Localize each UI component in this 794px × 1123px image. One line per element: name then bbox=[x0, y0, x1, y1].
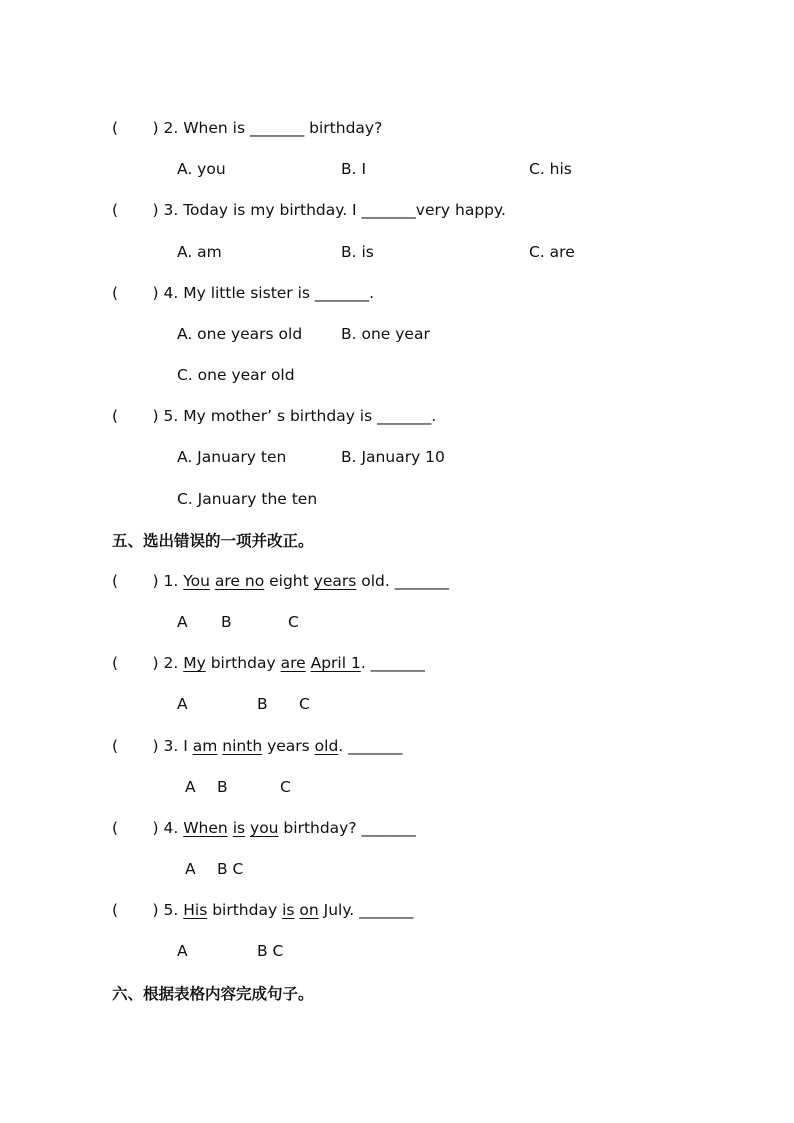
underlined-part-b: ninth bbox=[222, 737, 263, 755]
question-5-option-c: C. January the ten bbox=[177, 490, 318, 508]
text-segment: . _______ bbox=[338, 737, 403, 755]
text-segment: birthday bbox=[207, 901, 283, 919]
question-3-option-b: B. is bbox=[341, 243, 374, 261]
question-4-option-a: A. one years old bbox=[177, 325, 303, 343]
question-3-stem: ( ) 3. Today is my birthday. I _______very happy. bbox=[112, 201, 506, 219]
underlined-part-a: My bbox=[183, 654, 206, 672]
letter-b-c: B C bbox=[257, 942, 284, 960]
section-5-heading: 五、选出错误的一项并改正。 bbox=[112, 532, 314, 550]
letter-b-c: B C bbox=[217, 860, 244, 878]
underlined-part-a: You bbox=[183, 572, 210, 590]
text-segment: old. _______ bbox=[356, 572, 449, 590]
letter-a: A bbox=[177, 695, 188, 713]
underlined-part-a: am bbox=[192, 737, 218, 755]
underlined-part-c: April 1 bbox=[310, 654, 361, 672]
question-5-option-a: A. January ten bbox=[177, 448, 287, 466]
question-3-option-a: A. am bbox=[177, 243, 222, 261]
letter-c: C bbox=[299, 695, 310, 713]
underlined-part-c: you bbox=[250, 819, 279, 837]
text-segment: July. _______ bbox=[318, 901, 414, 919]
question-2-option-b: B. I bbox=[341, 160, 367, 178]
question-4-option-c: C. one year old bbox=[177, 366, 295, 384]
text-segment: birthday bbox=[205, 654, 281, 672]
error-question-2 bbox=[112, 653, 425, 673]
question-2-option-c: C. his bbox=[529, 160, 572, 178]
underlined-part-a: When bbox=[183, 819, 228, 837]
letter-a: A bbox=[177, 613, 188, 631]
letter-a: A bbox=[185, 860, 196, 878]
section-6-heading: 六、根据表格内容完成句子。 bbox=[112, 985, 314, 1003]
text-segment: . _______ bbox=[360, 654, 425, 672]
underlined-part-c: old bbox=[314, 737, 339, 755]
paren-number: ( ) 4. bbox=[112, 819, 184, 837]
question-4-option-b: B. one year bbox=[341, 325, 430, 343]
paren-number: ( ) 1. bbox=[112, 572, 184, 590]
error-question-5 bbox=[112, 900, 413, 920]
text-segment: eight bbox=[264, 572, 314, 590]
error-question-3 bbox=[112, 736, 402, 756]
question-4-stem: ( ) 4. My little sister is _______. bbox=[112, 284, 375, 302]
underlined-part-b: are no bbox=[214, 572, 265, 590]
paren-number: ( ) 3. I bbox=[112, 737, 193, 755]
question-3-option-c: C. are bbox=[529, 243, 575, 261]
question-5-option-b: B. January 10 bbox=[341, 448, 445, 466]
underlined-part-a: His bbox=[183, 901, 208, 919]
underlined-part-b: is bbox=[232, 819, 246, 837]
letter-a: A bbox=[185, 778, 196, 796]
underlined-part-b: is bbox=[282, 901, 295, 919]
error-question-1 bbox=[112, 571, 449, 591]
letter-a: A bbox=[177, 942, 188, 960]
letter-b: B bbox=[217, 778, 228, 796]
paren-number: ( ) 2. bbox=[112, 654, 184, 672]
question-2-option-a: A. you bbox=[177, 160, 226, 178]
letter-b: B bbox=[221, 613, 232, 631]
question-5-stem: ( ) 5. My mother’ s birthday is _______. bbox=[112, 407, 437, 425]
underlined-part-c: years bbox=[313, 572, 357, 590]
text-segment: birthday? _______ bbox=[278, 819, 416, 837]
error-question-4 bbox=[112, 818, 416, 838]
paren-number: ( ) 5. bbox=[112, 901, 184, 919]
letter-b: B bbox=[257, 695, 268, 713]
letter-c: C bbox=[288, 613, 299, 631]
text-segment: years bbox=[262, 737, 315, 755]
underlined-part-b: are bbox=[280, 654, 306, 672]
letter-c: C bbox=[280, 778, 291, 796]
question-2-stem: ( ) 2. When is _______ birthday? bbox=[112, 119, 383, 137]
underlined-part-c: on bbox=[299, 901, 319, 919]
